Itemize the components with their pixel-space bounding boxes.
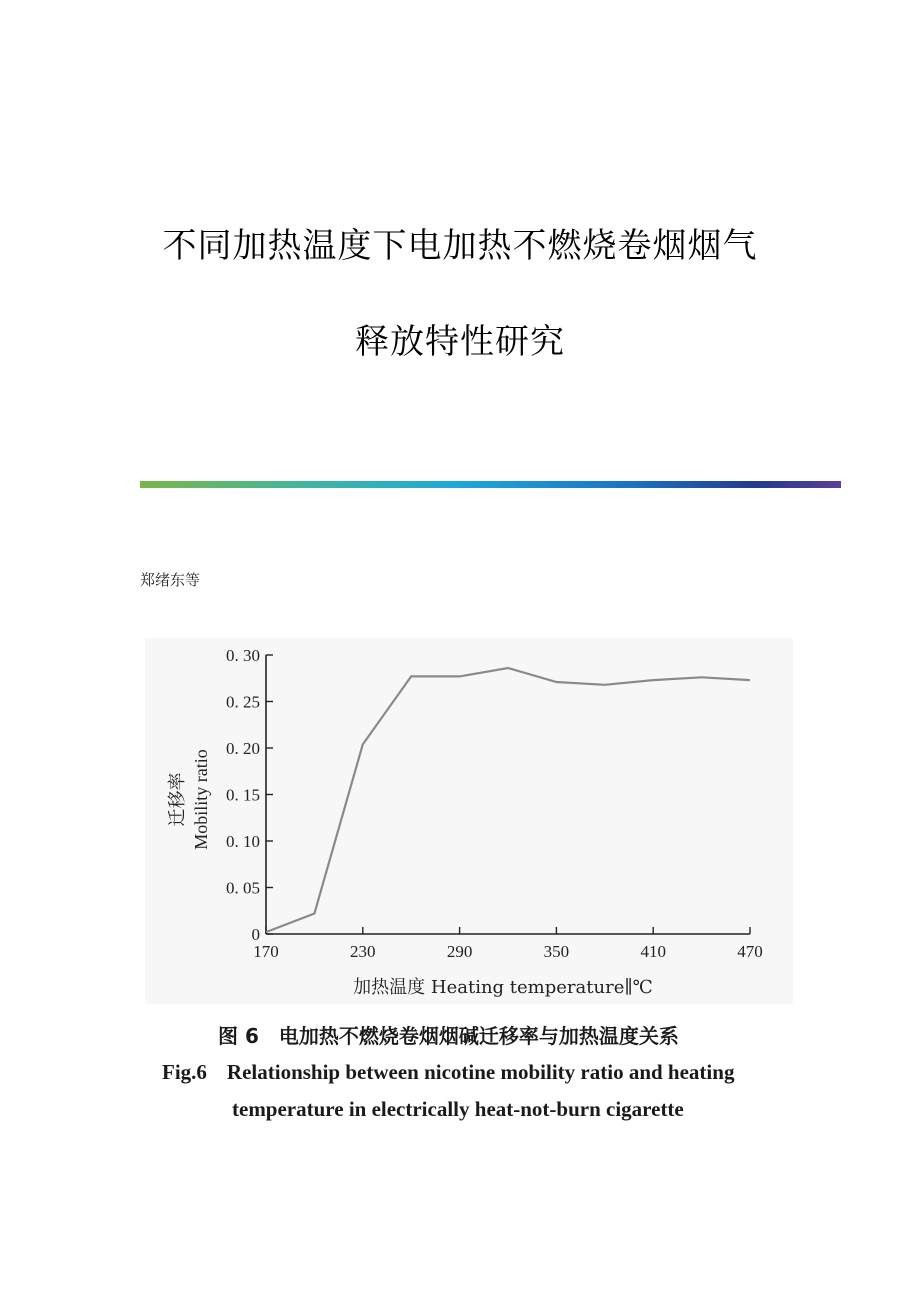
chart bbox=[145, 638, 793, 1004]
y-tick-label: 0. 30 bbox=[226, 646, 260, 665]
figure-caption-cn bbox=[218, 1020, 679, 1049]
y-tick-label: 0. 05 bbox=[226, 878, 260, 898]
x-tick-label: 170 bbox=[253, 942, 279, 961]
figure-caption-en-line-2: temperature in electrically heat-not-burn cigarette bbox=[232, 1097, 684, 1121]
x-tick-label: 410 bbox=[640, 942, 666, 961]
title-line-1: 不同加热温度下电加热不燃烧卷烟烟气 bbox=[162, 226, 758, 266]
caption-cn-number: 图 6 bbox=[218, 1024, 259, 1048]
x-tick-label: 470 bbox=[737, 942, 763, 961]
x-tick-label: 350 bbox=[543, 942, 570, 961]
y-tick-label: 0. 15 bbox=[226, 785, 260, 805]
figure-caption-en bbox=[162, 1060, 734, 1085]
title-line-2: 释放特性研究 bbox=[355, 322, 565, 362]
author: 郑绪东等 bbox=[140, 571, 201, 589]
y-axis-label-cn: 迁移率 bbox=[167, 772, 188, 827]
y-tick-label: 0. 20 bbox=[226, 739, 260, 758]
caption-en-line-1: Relationship between nicotine mobility ratio and heating bbox=[226, 1060, 735, 1084]
x-tick-label: 230 bbox=[350, 942, 376, 961]
caption-en-number: Fig.6 bbox=[162, 1060, 207, 1084]
gradient-divider bbox=[140, 481, 841, 488]
series-line bbox=[266, 668, 750, 932]
y-tick-label: 0. 25 bbox=[226, 692, 260, 712]
y-tick-label: 0. 10 bbox=[226, 832, 260, 851]
x-axis-label: 加热温度 Heating temperature∥℃ bbox=[353, 977, 653, 998]
y-tick-label: 0 bbox=[251, 925, 260, 944]
x-tick-label: 290 bbox=[446, 942, 473, 961]
caption-cn-text: 电加热不燃烧卷烟烟碱迁移率与加热温度关系 bbox=[278, 1024, 679, 1048]
y-axis-label-en: Mobility ratio bbox=[191, 749, 211, 850]
